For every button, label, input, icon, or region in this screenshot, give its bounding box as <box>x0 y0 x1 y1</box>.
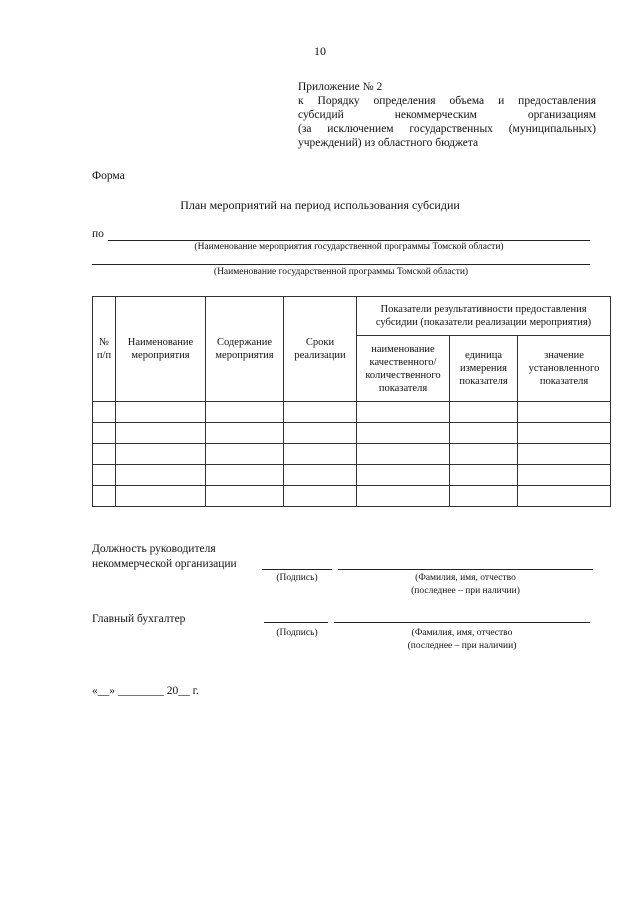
col-header-indicator-name: наименование качественного/ количественного показателя <box>357 336 450 402</box>
head-fio-caption-line2: (последнее – при наличии) <box>411 586 520 596</box>
program-name-line <box>92 264 590 265</box>
plan-title: План мероприятий на период использования субсидии <box>180 198 460 212</box>
table-row <box>93 402 611 423</box>
appendix-title: Приложение № 2 <box>298 81 383 93</box>
head-position-line1: Должность руководителя <box>92 543 216 555</box>
col-header-indicator-value: значение установленного показателя <box>518 336 611 402</box>
appendix-header <box>298 80 596 150</box>
col-header-indicator-unit: единица измерения показателя <box>450 336 518 402</box>
col-header-number: № п/п <box>93 297 116 402</box>
event-name-line <box>108 240 590 241</box>
col-header-terms: Сроки реализации <box>284 297 357 402</box>
accountant-fio-caption-line2: (последнее – при наличии) <box>407 641 517 651</box>
appendix-line: субсидий некоммерческим организациям <box>298 109 596 121</box>
accountant-label: Главный бухгалтер <box>92 613 186 625</box>
col-header-event-name: Наименование мероприятия <box>116 297 206 402</box>
table-row <box>93 444 611 465</box>
head-signature-caption: (Подпись) <box>276 573 318 583</box>
table-row <box>93 423 611 444</box>
plan-table <box>92 296 611 507</box>
date-line: «__» ________ 20__ г. <box>92 685 199 697</box>
accountant-fio-line <box>334 622 590 623</box>
page-number: 10 <box>314 44 326 58</box>
appendix-line: к Порядку определения объема и предоставления <box>298 95 596 107</box>
program-name-caption: (Наименование государственной программы Томской области) <box>213 267 469 277</box>
table-row <box>93 486 611 507</box>
po-label: по <box>92 228 104 240</box>
col-header-indicators-group: Показатели результативности предоставления субсидии (показатели реализации мероприятия) <box>357 297 611 336</box>
head-signature-line <box>262 569 332 570</box>
form-label: Форма <box>92 170 125 182</box>
head-position-line2: некоммерческой организации <box>92 558 237 570</box>
table-row <box>93 465 611 486</box>
accountant-fio-caption-line1: (Фамилия, имя, отчество <box>411 628 513 638</box>
accountant-signature-caption: (Подпись) <box>276 628 318 638</box>
appendix-line: (за исключением государственных (муниципальных) <box>298 123 596 135</box>
head-fio-line <box>338 569 593 570</box>
col-header-event-content: Содержание мероприятия <box>206 297 284 402</box>
head-fio-caption-line1: (Фамилия, имя, отчество <box>415 573 516 583</box>
event-name-caption: (Наименование мероприятия государственной программы Томской области) <box>194 242 504 252</box>
appendix-line: учреждений) из областного бюджета <box>298 137 479 149</box>
accountant-signature-line <box>264 622 328 623</box>
